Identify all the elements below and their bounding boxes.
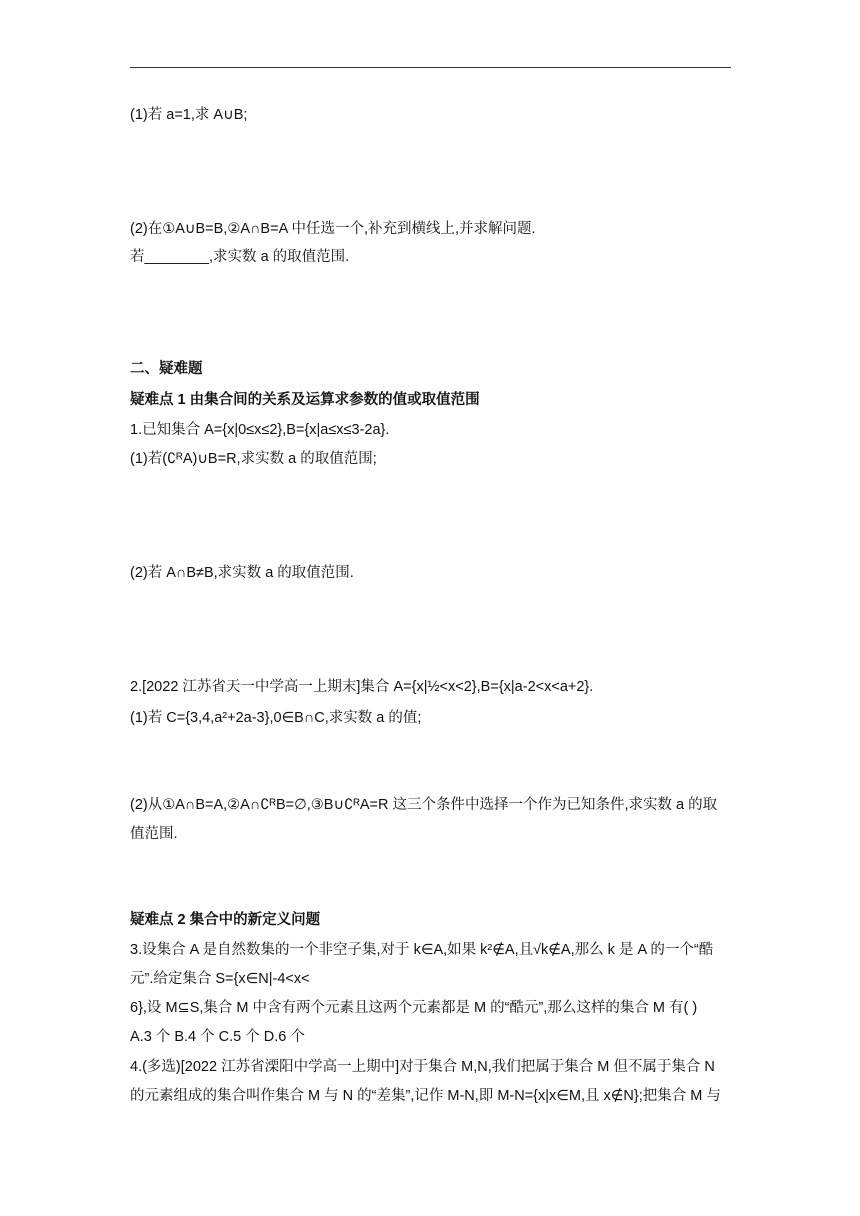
problem-3-stem: 3.设集合 A 是自然数集的一个非空子集,对于 k∈A,如果 k²∉A,且√k∉A,那么 k 是 A 的一个“酷 (130, 942, 714, 958)
subsection-heading-1: 疑难点 1 由集合间的关系及运算求参数的值或取值范围 (130, 392, 480, 408)
problem-2-part-2: (2)从①A∩B=A,②A∩∁ᴿB=∅,③B∪∁ᴿA=R 这三个条件中选择一个作为已知条件,求实数 a 的取 (130, 797, 718, 813)
problem-1-part-1: (1)若(∁ᴿA)∪B=R,求实数 a 的取值范围; (130, 451, 377, 467)
question-blank-line: 若________,求实数 a 的取值范围. (130, 249, 350, 265)
problem-3-stem-cont-2: 6},设 M⊆S,集合 M 中含有两个元素且这两个元素都是 M 的“酷元”,那么这样的集合 M 有( ) (130, 1000, 698, 1016)
question-part-1: (1)若 a=1,求 A∪B; (130, 107, 248, 123)
problem-2-part-2-cont: 值范围. (130, 826, 178, 842)
problem-2-part-1: (1)若 C={3,4,a²+2a-3},0∈B∩C,求实数 a 的值; (130, 710, 422, 726)
problem-1-part-2: (2)若 A∩B≠B,求实数 a 的取值范围. (130, 565, 354, 581)
problem-3-stem-cont: 元”.给定集合 S={x∈N|-4<x< (130, 971, 310, 987)
problem-4-stem-cont: 的元素组成的集合叫作集合 M 与 N 的“差集”,记作 M-N,即 M-N={x|x∈M,且 x∉N};把集合 M 与 (130, 1088, 721, 1104)
problem-4-stem: 4.(多选)[2022 江苏省溧阳中学高一上期中]对于集合 M,N,我们把属于集合 M 但不属于集合 N (130, 1059, 715, 1075)
problem-2-stem: 2.[2022 江苏省天一中学高一上期末]集合 A={x|½<x<2},B={x|a-2<x<a+2}. (130, 679, 594, 695)
problem-3-options: A.3 个 B.4 个 C.5 个 D.6 个 (130, 1029, 305, 1045)
question-part-2: (2)在①A∪B=B,②A∩B=A 中任选一个,补充到横线上,并求解问题. (130, 221, 536, 237)
problem-1-stem: 1.已知集合 A={x|0≤x≤2},B={x|a≤x≤3-2a}. (130, 422, 390, 438)
header-rule (130, 67, 731, 68)
subsection-heading-2: 疑难点 2 集合中的新定义问题 (130, 912, 321, 928)
section-heading: 二、疑难题 (130, 361, 203, 377)
